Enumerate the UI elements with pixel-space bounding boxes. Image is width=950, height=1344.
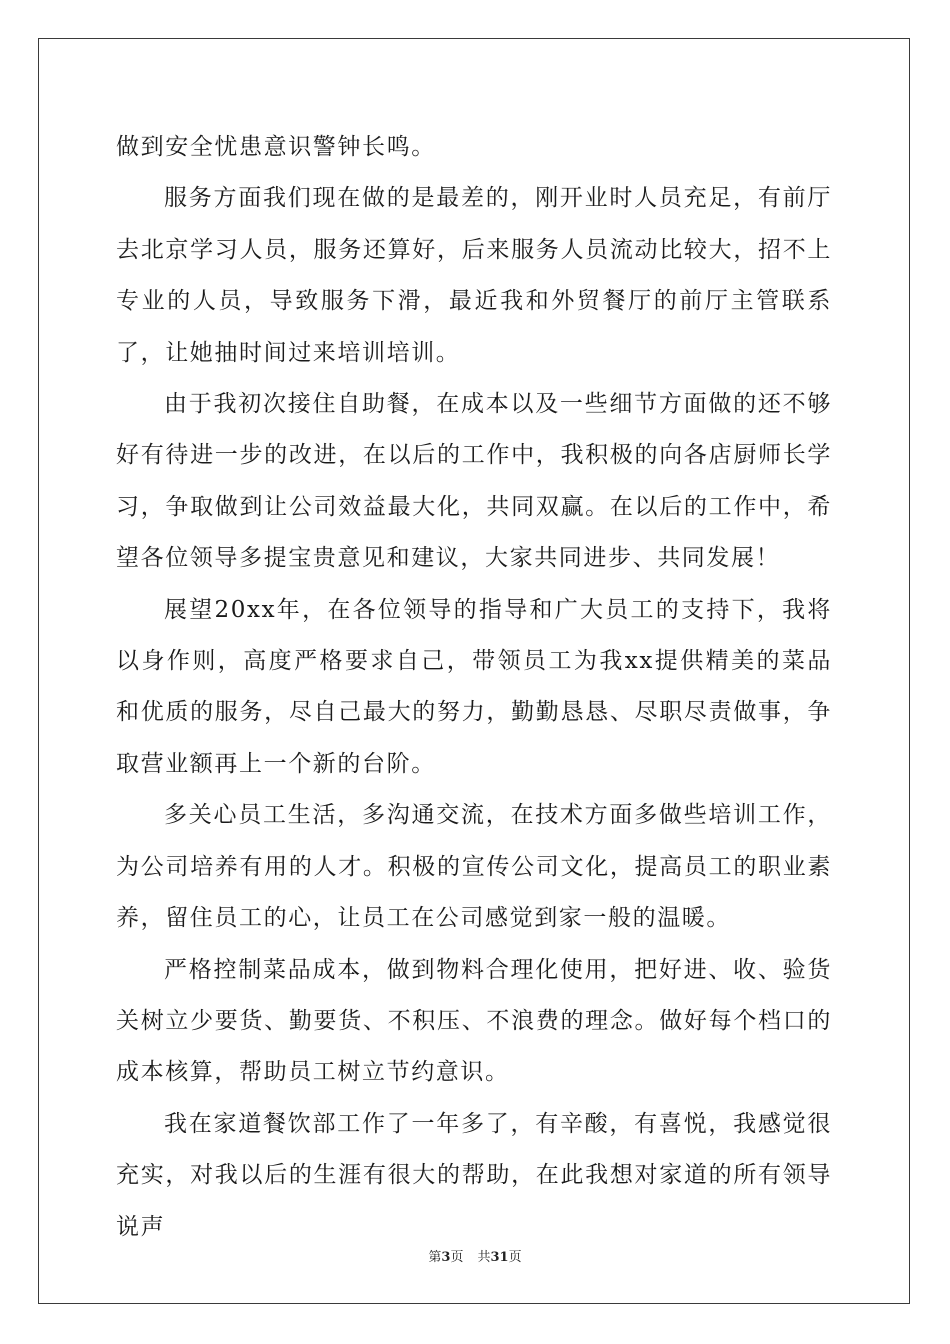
paragraph-staff-care: 多关心员工生活，多沟通交流，在技术方面多做些培训工作，为公司培养有用的人才。积极的宣传公司文化，提高员工的职业素养，留住员工的心，让员工在公司感觉到家一般的温暖。 bbox=[116, 802, 832, 932]
paragraph-cost-control: 严格控制菜品成本，做到物料合理化使用，把好进、收、验货关树立少要货、勤要货、不积压、不浪费的理念。做好每个档口的成本核算，帮助员工树立节约意识。 bbox=[116, 956, 832, 1086]
page-footer bbox=[0, 1246, 950, 1265]
paragraph-reflection: 我在家道餐饮部工作了一年多了，有辛酸，有喜悦，我感觉很充实，对我以后的生涯有很大的帮助，在此我想对家道的所有领导说声 bbox=[116, 1110, 832, 1240]
current-page-number: 3 bbox=[441, 1250, 451, 1265]
total-pages-prefix: 共 bbox=[477, 1250, 491, 1265]
page-number-prefix: 第 bbox=[428, 1250, 442, 1265]
document-body bbox=[116, 122, 832, 1253]
paragraph-buffet: 由于我初次接住自助餐，在成本以及一些细节方面做的还不够好有待进一步的改进，在以后的工作中，我积极的向各店厨师长学习，争取做到让公司效益最大化，共同双赢。在以后的工作中，希望各位领导多提宝贵意见和建议，大家共同进步、共同发展！ bbox=[116, 391, 832, 572]
paragraph-continuation: 做到安全忧患意识警钟长鸣。 bbox=[116, 134, 436, 160]
page-number-suffix: 页 bbox=[450, 1250, 464, 1265]
paragraph-service: 服务方面我们现在做的是最差的，刚开业时人员充足，有前厅去北京学习人员，服务还算好，后来服务人员流动比较大，招不上专业的人员，导致服务下滑，最近我和外贸餐厅的前厅主管联系了，让她抽时间过来培训培训。 bbox=[116, 185, 832, 366]
paragraph-outlook: 展望20xx年，在各位领导的指导和广大员工的支持下，我将以身作则，高度严格要求自己，带领员工为我xx提供精美的菜品和优质的服务，尽自己最大的努力，勤勤恳恳、尽职尽责做事，争取营业额再上一个新的台阶。 bbox=[116, 596, 832, 777]
total-pages-suffix: 页 bbox=[508, 1250, 522, 1265]
total-page-count: 31 bbox=[490, 1250, 509, 1265]
